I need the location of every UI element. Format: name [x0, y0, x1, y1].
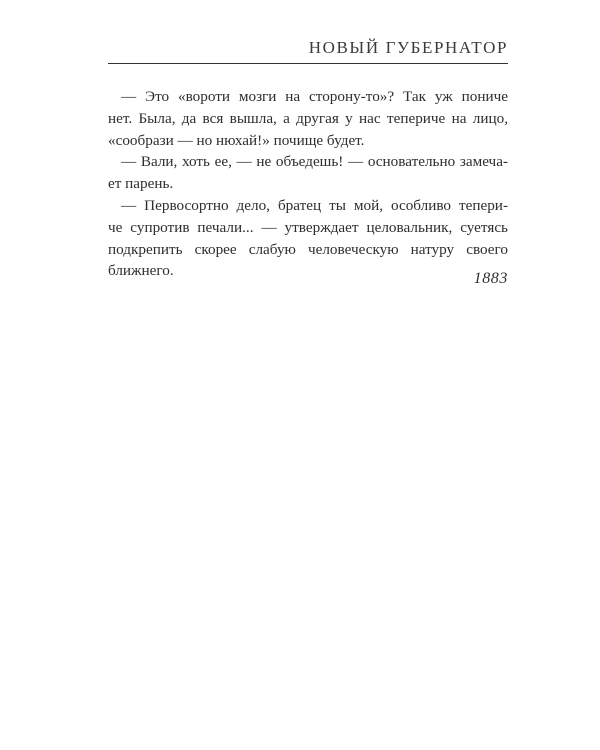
text-line: — Это «вороти мозги на сторону-то»? Так уж пониче — [121, 88, 508, 105]
paragraph-1 — [108, 86, 508, 151]
text-line: ет парень. — [108, 175, 174, 193]
header-rule — [108, 63, 508, 64]
text-line: подкрепить скорее слабую человеческую натуру своего — [108, 240, 508, 258]
running-header-title: НОВЫЙ ГУБЕРНАТОР — [308, 38, 508, 57]
date-signature: 1883 — [473, 270, 508, 287]
text-line: че супротив печали... — утверждает целовальник, суетясь — [108, 218, 508, 236]
paragraph-3 — [108, 195, 508, 282]
text-line: — Вали, хоть ее, — не объедешь! — основательно замеча- — [121, 153, 508, 171]
text-line: нет. Была, да вся вышла, а другая у нас тепериче на лицо, — [108, 109, 508, 127]
text-line: — Первосортно дело, братец ты мой, особливо тепери- — [121, 196, 508, 214]
body-text — [108, 86, 508, 282]
paragraph-2 — [108, 151, 508, 195]
text-line: ближнего. — [108, 262, 174, 280]
text-line: «сообрази — но нюхай!» почище будет. — [108, 131, 365, 149]
